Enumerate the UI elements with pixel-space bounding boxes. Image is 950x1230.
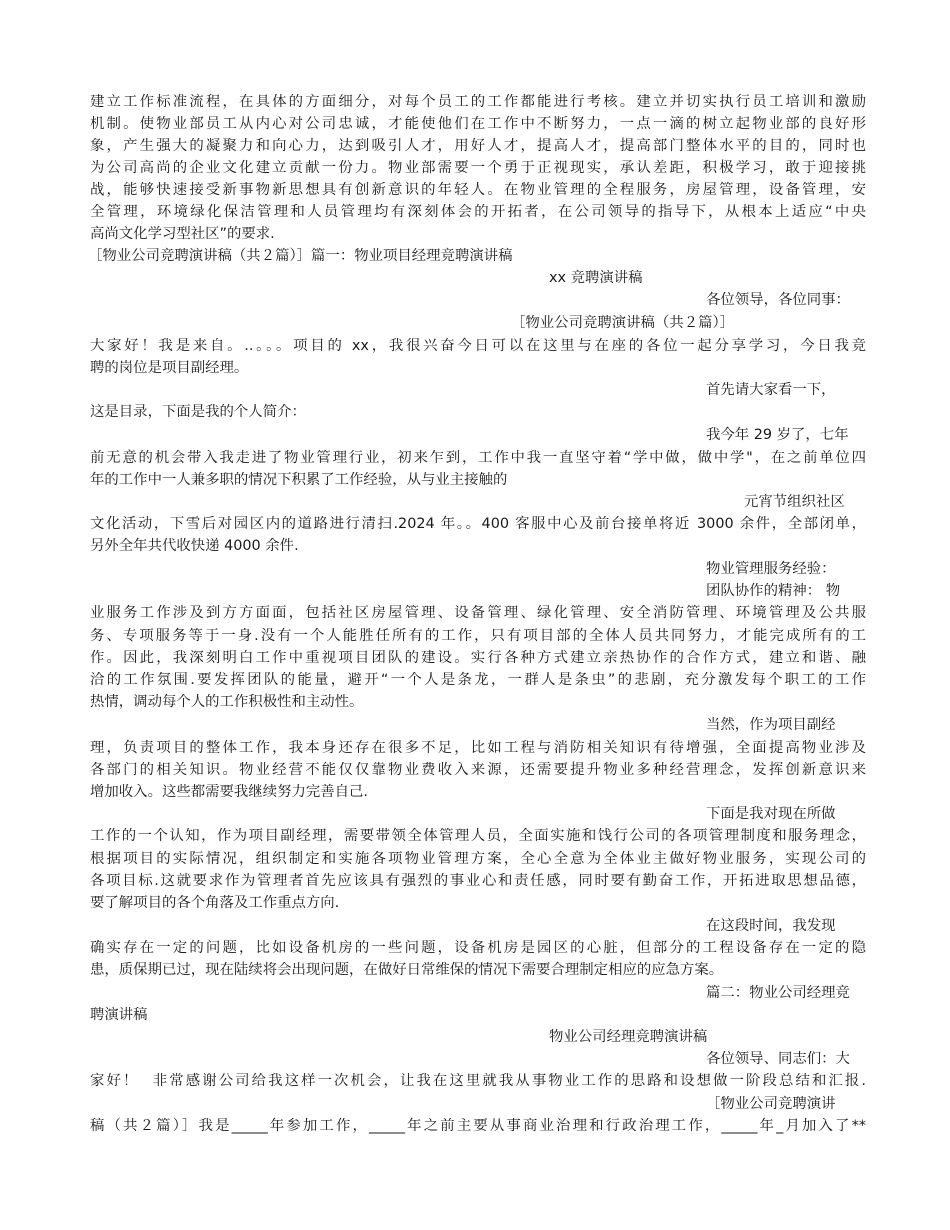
text-line: 另外全年共代收快递 4000 余件. xyxy=(90,538,299,554)
text-line: 理，负责项目的整体工作，我本身还存在很多不足，比如工程与消防相关知识有待增强，全面提高物业涉及 xyxy=(90,740,866,756)
text-line: 物业管理服务经验： xyxy=(706,561,836,577)
section-heading: 聘演讲稿 xyxy=(90,1007,148,1023)
text-line: 建立工作标准流程，在具体的方面细分，对每个员工的工作都能进行考核。建立并切实执行员工培训和激励 xyxy=(90,94,866,110)
text-line: 稿（共２篇）］我是_____年参加工作，_____年之前主要从事商业治理和行政治理工作，_____年_月加入了** xyxy=(90,1118,866,1134)
text-line: 前无意的机会带入我走进了物业管理行业，初来乍到，工作中我一直坚守着“学中做，做中学"，在之前单位四 xyxy=(90,450,866,466)
text-line: 元宵节组织社区 xyxy=(744,494,845,510)
text-line: 大家好！我是来自。..。。。项目的 xx，我很兴奋今日可以在这里与在座的各位一起分享学习，今日我竞 xyxy=(90,338,866,354)
text-line: 确实存在一定的问题，比如设备机房的一些问题，设备机房是园区的心脏，但部分的工程设备存在一定的隐 xyxy=(90,940,866,956)
text-line: 增加收入。这些都需要我继续努力完善自己. xyxy=(90,784,368,800)
text-line: 高尚文化学习型社区”的要求. xyxy=(90,226,275,242)
text-line: 象，产生强大的凝聚力和向心力，达到吸引人才，用好人才，提高人才，提高部门整体水平的目的，同时也 xyxy=(90,138,866,154)
section-heading: ［物业公司竞聘演讲稿（共２篇）］篇一：物业项目经理竞聘演讲稿 xyxy=(88,248,513,264)
text-line: 我今年 29 岁了，七年 xyxy=(706,427,849,443)
text-line: 为公司高尚的企业文化建立贡献一份力。物业部需要一个勇于正视现实，承认差距，积极学习，敢于迎接挑 xyxy=(90,160,866,176)
text-line: 文化活动，下雪后对园区内的道路进行清扫.2024 年。。400 客服中心及前台接单将近 3000 余件，全部闭单， xyxy=(90,516,866,532)
text-line: 在这段时间，我发现 xyxy=(706,918,836,934)
text-line: 年的工作中一人兼多职的情况下积累了工作经验，从与业主接触的 xyxy=(90,472,508,488)
salutation: 各位领导、同志们：大 xyxy=(706,1051,850,1067)
speech-title: 物业公司经理竞聘演讲稿 xyxy=(549,1029,708,1045)
text-line: 务、专项服务等于一身.没有一个人能胜任所有的工作，只有项目部的全体人员共同努力，才能完成所有的工 xyxy=(90,628,866,644)
text-line: 聘的岗位是项目副经理。 xyxy=(90,360,249,376)
text-line: 洽的工作氛围.要发挥团队的能量，避开“一个人是条龙，一群人是条虫”的悲剧，充分激发每个职工的工作 xyxy=(90,672,866,688)
text-line: 机制。使物业部员工从内心对公司忠诚，才能使他们在工作中不断努力，一点一滴的树立起物业部的良好形 xyxy=(90,116,866,132)
text-line: 战，能够快速接受新事物新思想具有创新意识的年轻人。在物业管理的全程服务，房屋管理，设备管理，安 xyxy=(90,182,866,198)
text-line: 当然，作为项目副经 xyxy=(706,717,836,733)
text-line: 首先请大家看一下， xyxy=(706,382,836,398)
text-line: 患，质保期已过，现在陆续将会出现问题，在做好日常维保的情况下需要合理制定相应的应急方案。 xyxy=(90,962,724,978)
bracket-title: ［物业公司竞聘演讲 xyxy=(706,1096,836,1112)
text-line: 热情，调动每个人的工作积极性和主动性。 xyxy=(90,694,364,710)
text-line: 各部门的相关知识。物业经营不能仅仅靠物业费收入来源，还需要提升物业多种经营理念，发挥创新意识来 xyxy=(90,762,866,778)
text-line: 下面是我对现在所做 xyxy=(706,806,836,822)
text-line: 各项目标.这就要求作为管理者首先应该具有强烈的事业心和责任感，同时要有勤奋工作，开拓进取思想品德， xyxy=(90,873,866,889)
text-line: 要了解项目的各个角落及工作重点方向. xyxy=(90,895,340,911)
text-line: 团队协作的精神： 物 xyxy=(706,583,841,599)
salutation: 各位领导，各位同事： xyxy=(706,292,850,308)
text-line: 工作的一个认知，作为项目副经理，需要带领全体管理人员，全面实施和饯行公司的各项管理制度和服务理念， xyxy=(90,828,866,844)
text-line: 这是目录，下面是我的个人简介： xyxy=(90,404,306,420)
section-heading: 篇二：物业公司经理竞 xyxy=(706,985,850,1001)
text-line: 业服务工作涉及到方方面面，包括社区房屋管理、设备管理、绿化管理、安全消防管理、环境管理及公共服 xyxy=(90,605,866,621)
text-line: 根据项目的实际情况，组织制定和实施各项物业管理方案，全心全意为全体业主做好物业服务，实现公司的 xyxy=(90,851,866,867)
bracket-title: ［物业公司竞聘演讲稿（共２篇）］ xyxy=(511,315,735,331)
text-line: 家好！ 非常感谢公司给我这样一次机会，让我在这里就我从事物业工作的思路和设想做一阶段总结和汇报. xyxy=(90,1073,866,1089)
text-line: 全管理，环境绿化保洁管理和人员管理均有深刻体会的开拓者，在公司领导的指导下，从根本上适应“中央 xyxy=(90,204,866,220)
text-line: 作。因此，我深刻明白工作中重视项目团队的建设。实行各种方式建立亲热协作的合作方式，建立和谐、融 xyxy=(90,650,866,666)
speech-title: xx 竞聘演讲稿 xyxy=(549,270,643,286)
